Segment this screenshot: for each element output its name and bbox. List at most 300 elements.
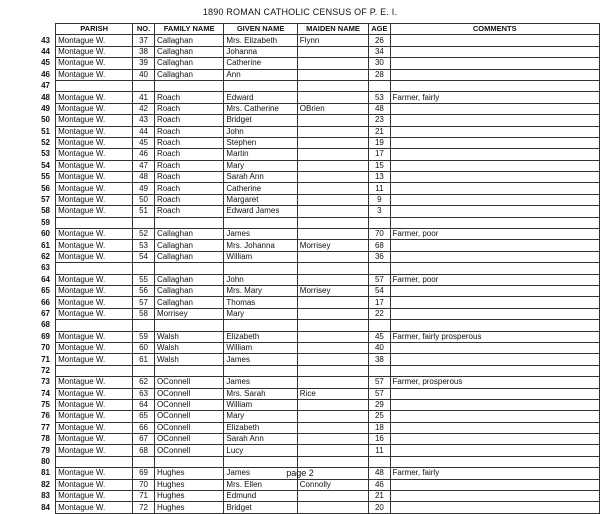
age-cell: 30 bbox=[369, 58, 390, 69]
comments-cell bbox=[390, 342, 599, 353]
given-name-cell: Sarah Ann bbox=[224, 434, 297, 445]
age-header: AGE bbox=[369, 24, 390, 35]
family-name-cell bbox=[154, 456, 223, 467]
number-cell: 49 bbox=[133, 183, 155, 194]
given-name-cell bbox=[224, 263, 297, 274]
comments-cell bbox=[390, 126, 599, 137]
table-row bbox=[36, 399, 600, 410]
line-number: 45 bbox=[41, 58, 50, 68]
maiden-name-cell bbox=[297, 297, 368, 308]
comments-cell bbox=[390, 399, 599, 410]
table-row bbox=[36, 434, 600, 445]
comments-cell: Farmer, poor bbox=[390, 229, 599, 240]
parish-cell: Montague W. bbox=[56, 388, 133, 399]
number-cell: 56 bbox=[133, 285, 155, 296]
table-row bbox=[36, 183, 600, 194]
number-cell: 41 bbox=[133, 92, 155, 103]
table-row bbox=[36, 445, 600, 456]
parish-cell: Montague W. bbox=[56, 445, 133, 456]
comments-cell bbox=[390, 308, 599, 319]
family-name-cell: OConnell bbox=[154, 377, 223, 388]
maiden-name-cell bbox=[297, 422, 368, 433]
number-cell bbox=[133, 365, 155, 376]
number-cell: 71 bbox=[133, 491, 155, 502]
table-row bbox=[36, 115, 600, 126]
table-row bbox=[36, 411, 600, 422]
number-cell: 53 bbox=[133, 240, 155, 251]
table-row bbox=[36, 194, 600, 205]
number-cell: 63 bbox=[133, 388, 155, 399]
line-number: 50 bbox=[41, 115, 50, 125]
maiden-name-cell bbox=[297, 445, 368, 456]
table-row bbox=[36, 274, 600, 285]
maiden-name-cell bbox=[297, 354, 368, 365]
family-name-cell bbox=[154, 263, 223, 274]
family-name-cell: OConnell bbox=[154, 399, 223, 410]
comments-cell bbox=[390, 365, 599, 376]
parish-cell: Montague W. bbox=[56, 308, 133, 319]
maiden-name-cell: Connolly bbox=[297, 479, 368, 490]
family-name-cell: Callaghan bbox=[154, 297, 223, 308]
number-cell: 54 bbox=[133, 251, 155, 262]
comments-cell bbox=[390, 183, 599, 194]
parish-cell: Montague W. bbox=[56, 297, 133, 308]
family-name-cell: Callaghan bbox=[154, 46, 223, 57]
age-cell: 9 bbox=[369, 194, 390, 205]
table-row bbox=[36, 149, 600, 160]
given-name-cell: Johanna bbox=[224, 46, 297, 57]
given-name-cell: Bridget bbox=[224, 115, 297, 126]
table-row bbox=[36, 251, 600, 262]
comments-cell: Farmer, poor bbox=[390, 274, 599, 285]
age-cell: 22 bbox=[369, 308, 390, 319]
table-row bbox=[36, 229, 600, 240]
line-number: 79 bbox=[41, 445, 50, 455]
maiden-name-cell bbox=[297, 115, 368, 126]
age-cell: 21 bbox=[369, 491, 390, 502]
parish-cell: Montague W. bbox=[56, 468, 133, 479]
given-name-cell: James bbox=[224, 229, 297, 240]
number-cell: 60 bbox=[133, 342, 155, 353]
given-name-cell: Mary bbox=[224, 411, 297, 422]
age-cell: 54 bbox=[369, 285, 390, 296]
given-name-cell: Catherine bbox=[224, 58, 297, 69]
given-name-cell: Mrs. Mary bbox=[224, 285, 297, 296]
family-name-cell: Roach bbox=[154, 183, 223, 194]
table-row bbox=[36, 206, 600, 217]
given-name-cell: Elizabeth bbox=[224, 422, 297, 433]
family-name-cell: OConnell bbox=[154, 388, 223, 399]
family-name-cell: Callaghan bbox=[154, 285, 223, 296]
comments-cell bbox=[390, 160, 599, 171]
age-cell: 34 bbox=[369, 46, 390, 57]
given-name-cell: Mary bbox=[224, 160, 297, 171]
maiden-name-cell: Morrisey bbox=[297, 285, 368, 296]
number-cell: 51 bbox=[133, 206, 155, 217]
number-cell: 38 bbox=[133, 46, 155, 57]
census-body bbox=[36, 35, 600, 513]
maiden-name-cell bbox=[297, 456, 368, 467]
maiden-name-cell bbox=[297, 183, 368, 194]
parish-cell: Montague W. bbox=[56, 411, 133, 422]
age-cell: 48 bbox=[369, 468, 390, 479]
family-name-cell: OConnell bbox=[154, 422, 223, 433]
number-cell bbox=[133, 217, 155, 228]
line-number: 51 bbox=[41, 126, 50, 136]
comments-cell bbox=[390, 297, 599, 308]
age-cell: 19 bbox=[369, 137, 390, 148]
maiden-name-cell: OBrien bbox=[297, 103, 368, 114]
line-number: 72 bbox=[41, 365, 50, 375]
given-name-cell: Sarah Ann bbox=[224, 172, 297, 183]
family-name-cell: Callaghan bbox=[154, 69, 223, 80]
comments-cell bbox=[390, 479, 599, 490]
age-cell: 48 bbox=[369, 103, 390, 114]
given-name-cell: Edward bbox=[224, 92, 297, 103]
family-name-cell: Callaghan bbox=[154, 274, 223, 285]
table-row bbox=[36, 297, 600, 308]
line-number: 48 bbox=[41, 92, 50, 102]
table-row bbox=[36, 491, 600, 502]
given-name-cell: James bbox=[224, 468, 297, 479]
comments-cell bbox=[390, 422, 599, 433]
parish-cell: Montague W. bbox=[56, 172, 133, 183]
line-number: 74 bbox=[41, 388, 50, 398]
line-number: 64 bbox=[41, 274, 50, 284]
maiden-name-cell bbox=[297, 399, 368, 410]
parish-cell: Montague W. bbox=[56, 479, 133, 490]
maiden-name-cell bbox=[297, 149, 368, 160]
given-name-cell: Margaret bbox=[224, 194, 297, 205]
parish-cell bbox=[56, 80, 133, 91]
age-cell bbox=[369, 456, 390, 467]
line-number: 77 bbox=[41, 422, 50, 432]
line-number: 53 bbox=[41, 149, 50, 159]
line-number: 68 bbox=[41, 320, 50, 330]
maiden-name-cell: Rice bbox=[297, 388, 368, 399]
comments-cell bbox=[390, 217, 599, 228]
maiden-name-cell bbox=[297, 263, 368, 274]
comments-cell bbox=[390, 285, 599, 296]
family-name-cell: Walsh bbox=[154, 342, 223, 353]
family-name-cell: OConnell bbox=[154, 411, 223, 422]
number-cell: 64 bbox=[133, 399, 155, 410]
maiden-name-cell bbox=[297, 274, 368, 285]
given-name-cell: John bbox=[224, 126, 297, 137]
table-row bbox=[36, 46, 600, 57]
family-name-cell: Walsh bbox=[154, 354, 223, 365]
number-cell: 66 bbox=[133, 422, 155, 433]
comments-cell bbox=[390, 456, 599, 467]
table-row bbox=[36, 365, 600, 376]
parish-cell: Montague W. bbox=[56, 354, 133, 365]
number-cell: 55 bbox=[133, 274, 155, 285]
age-cell: 16 bbox=[369, 434, 390, 445]
maiden-name-cell: Morrisey bbox=[297, 240, 368, 251]
line-number: 65 bbox=[41, 286, 50, 296]
table-row bbox=[36, 479, 600, 490]
parish-cell: Montague W. bbox=[56, 229, 133, 240]
maiden-name-header: MAIDEN NAME bbox=[297, 24, 368, 35]
family-name-cell bbox=[154, 217, 223, 228]
table-row bbox=[36, 422, 600, 433]
age-cell bbox=[369, 217, 390, 228]
given-name-cell bbox=[224, 365, 297, 376]
maiden-name-cell bbox=[297, 502, 368, 513]
number-cell: 65 bbox=[133, 411, 155, 422]
line-number: 55 bbox=[41, 172, 50, 182]
comments-cell bbox=[390, 58, 599, 69]
maiden-name-cell bbox=[297, 229, 368, 240]
parish-cell: Montague W. bbox=[56, 103, 133, 114]
parish-cell: Montague W. bbox=[56, 69, 133, 80]
given-name-cell: Edmund bbox=[224, 491, 297, 502]
family-name-cell: OConnell bbox=[154, 445, 223, 456]
table-row bbox=[36, 172, 600, 183]
age-cell: 70 bbox=[369, 229, 390, 240]
line-number: 58 bbox=[41, 206, 50, 216]
number-cell: 44 bbox=[133, 126, 155, 137]
number-cell: 61 bbox=[133, 354, 155, 365]
parish-cell: Montague W. bbox=[56, 377, 133, 388]
comments-cell bbox=[390, 434, 599, 445]
age-cell bbox=[369, 263, 390, 274]
number-cell: 69 bbox=[133, 468, 155, 479]
comments-cell bbox=[390, 194, 599, 205]
family-name-cell: Callaghan bbox=[154, 251, 223, 262]
parish-cell: Montague W. bbox=[56, 285, 133, 296]
age-cell bbox=[369, 80, 390, 91]
line-number: 82 bbox=[41, 479, 50, 489]
number-cell: 48 bbox=[133, 172, 155, 183]
given-name-cell: William bbox=[224, 342, 297, 353]
line-number: 52 bbox=[41, 138, 50, 148]
parish-cell bbox=[56, 217, 133, 228]
comments-cell bbox=[390, 103, 599, 114]
line-number: 67 bbox=[41, 308, 50, 318]
parish-cell: Montague W. bbox=[56, 46, 133, 57]
age-cell: 11 bbox=[369, 183, 390, 194]
age-cell: 3 bbox=[369, 206, 390, 217]
line-number: 61 bbox=[41, 240, 50, 250]
line-number: 69 bbox=[41, 331, 50, 341]
maiden-name-cell bbox=[297, 434, 368, 445]
age-cell: 29 bbox=[369, 399, 390, 410]
parish-cell: Montague W. bbox=[56, 206, 133, 217]
family-name-cell: Callaghan bbox=[154, 229, 223, 240]
family-name-cell: Hughes bbox=[154, 468, 223, 479]
document-title: 1890 ROMAN CATHOLIC CENSUS OF P. E. I. bbox=[202, 7, 398, 17]
age-cell: 57 bbox=[369, 388, 390, 399]
line-number: 44 bbox=[41, 46, 50, 56]
comments-cell bbox=[390, 80, 599, 91]
maiden-name-cell bbox=[297, 377, 368, 388]
family-name-cell: Roach bbox=[154, 92, 223, 103]
table-row bbox=[36, 103, 600, 114]
line-number: 71 bbox=[41, 354, 50, 364]
comments-cell bbox=[390, 502, 599, 513]
parish-cell: Montague W. bbox=[56, 342, 133, 353]
parish-cell: Montague W. bbox=[56, 137, 133, 148]
given-name-cell: Mrs. Catherine bbox=[224, 103, 297, 114]
table-row bbox=[36, 456, 600, 467]
age-cell: 11 bbox=[369, 445, 390, 456]
census-table bbox=[36, 23, 600, 514]
number-cell: 57 bbox=[133, 297, 155, 308]
table-row bbox=[36, 126, 600, 137]
age-cell: 15 bbox=[369, 160, 390, 171]
age-cell bbox=[369, 365, 390, 376]
parish-cell: Montague W. bbox=[56, 160, 133, 171]
given-name-cell: Mrs. Elizabeth bbox=[224, 35, 297, 46]
parish-cell: Montague W. bbox=[56, 502, 133, 513]
family-name-cell: Callaghan bbox=[154, 35, 223, 46]
family-name-cell: Roach bbox=[154, 206, 223, 217]
number-cell bbox=[133, 263, 155, 274]
maiden-name-cell bbox=[297, 411, 368, 422]
age-cell: 38 bbox=[369, 354, 390, 365]
given-name-cell: John bbox=[224, 274, 297, 285]
maiden-name-cell bbox=[297, 308, 368, 319]
age-cell: 40 bbox=[369, 342, 390, 353]
number-cell: 72 bbox=[133, 502, 155, 513]
parish-cell: Montague W. bbox=[56, 149, 133, 160]
given-name-cell: Bridget bbox=[224, 502, 297, 513]
family-name-cell: OConnell bbox=[154, 434, 223, 445]
comments-cell bbox=[390, 172, 599, 183]
comments-cell bbox=[390, 149, 599, 160]
comments-header: COMMENTS bbox=[390, 24, 599, 35]
comments-cell bbox=[390, 388, 599, 399]
table-row bbox=[36, 92, 600, 103]
comments-cell bbox=[390, 46, 599, 57]
number-cell: 68 bbox=[133, 445, 155, 456]
header-row bbox=[36, 24, 600, 35]
family-name-cell: Hughes bbox=[154, 479, 223, 490]
number-cell: 47 bbox=[133, 160, 155, 171]
comments-cell: Farmer, prosperous bbox=[390, 377, 599, 388]
age-cell: 57 bbox=[369, 274, 390, 285]
parish-cell: Montague W. bbox=[56, 35, 133, 46]
family-name-cell bbox=[154, 80, 223, 91]
maiden-name-cell bbox=[297, 217, 368, 228]
age-cell: 17 bbox=[369, 297, 390, 308]
comments-cell: Farmer, fairly bbox=[390, 92, 599, 103]
parish-cell: Montague W. bbox=[56, 183, 133, 194]
comments-cell bbox=[390, 263, 599, 274]
given-name-cell: Elizabeth bbox=[224, 331, 297, 342]
line-number: 47 bbox=[41, 81, 50, 91]
parish-cell bbox=[56, 365, 133, 376]
number-cell: 58 bbox=[133, 308, 155, 319]
maiden-name-cell bbox=[297, 365, 368, 376]
given-name-cell: William bbox=[224, 399, 297, 410]
line-number: 75 bbox=[41, 400, 50, 410]
comments-cell bbox=[390, 69, 599, 80]
given-name-cell: Martin bbox=[224, 149, 297, 160]
parish-cell bbox=[56, 320, 133, 331]
age-cell: 13 bbox=[369, 172, 390, 183]
given-name-cell: Mary bbox=[224, 308, 297, 319]
comments-cell bbox=[390, 411, 599, 422]
number-cell: 67 bbox=[133, 434, 155, 445]
parish-cell: Montague W. bbox=[56, 274, 133, 285]
comments-cell: Farmer, fairly bbox=[390, 468, 599, 479]
age-cell: 18 bbox=[369, 422, 390, 433]
table-row bbox=[36, 502, 600, 513]
given-name-cell bbox=[224, 456, 297, 467]
maiden-name-cell bbox=[297, 342, 368, 353]
comments-cell bbox=[390, 137, 599, 148]
family-name-cell: Morrisey bbox=[154, 308, 223, 319]
line-number: 63 bbox=[41, 263, 50, 273]
line-number: 43 bbox=[41, 35, 50, 45]
given-name-cell: Stephen bbox=[224, 137, 297, 148]
comments-cell bbox=[390, 251, 599, 262]
table-row bbox=[36, 58, 600, 69]
parish-cell: Montague W. bbox=[56, 92, 133, 103]
maiden-name-cell: Flynn bbox=[297, 35, 368, 46]
table-row bbox=[36, 137, 600, 148]
comments-cell: Farmer, fairly prosperous bbox=[390, 331, 599, 342]
table-row bbox=[36, 354, 600, 365]
number-cell: 50 bbox=[133, 194, 155, 205]
comments-cell bbox=[390, 206, 599, 217]
number-cell: 43 bbox=[133, 115, 155, 126]
given-name-cell: James bbox=[224, 377, 297, 388]
number-cell: 59 bbox=[133, 331, 155, 342]
parish-cell: Montague W. bbox=[56, 126, 133, 137]
maiden-name-cell bbox=[297, 160, 368, 171]
age-cell: 21 bbox=[369, 126, 390, 137]
given-name-cell: Mrs. Ellen bbox=[224, 479, 297, 490]
page-number: page 2 bbox=[286, 468, 314, 478]
given-name-cell: Lucy bbox=[224, 445, 297, 456]
family-name-cell: Hughes bbox=[154, 491, 223, 502]
parish-header: PARISH bbox=[56, 24, 133, 35]
comments-cell bbox=[390, 240, 599, 251]
parish-cell: Montague W. bbox=[56, 399, 133, 410]
family-name-cell: Roach bbox=[154, 160, 223, 171]
age-cell: 26 bbox=[369, 35, 390, 46]
maiden-name-cell bbox=[297, 194, 368, 205]
maiden-name-cell bbox=[297, 251, 368, 262]
age-cell: 68 bbox=[369, 240, 390, 251]
given-name-cell bbox=[224, 80, 297, 91]
line-number: 66 bbox=[41, 297, 50, 307]
table-row bbox=[36, 263, 600, 274]
age-cell: 25 bbox=[369, 411, 390, 422]
comments-cell bbox=[390, 354, 599, 365]
line-number: 49 bbox=[41, 103, 50, 113]
family-name-cell: Hughes bbox=[154, 502, 223, 513]
number-cell bbox=[133, 456, 155, 467]
family-name-cell: Callaghan bbox=[154, 58, 223, 69]
maiden-name-cell bbox=[297, 172, 368, 183]
maiden-name-cell bbox=[297, 137, 368, 148]
line-number: 80 bbox=[41, 457, 50, 467]
age-cell: 45 bbox=[369, 331, 390, 342]
parish-cell: Montague W. bbox=[56, 434, 133, 445]
parish-cell bbox=[56, 456, 133, 467]
number-cell bbox=[133, 80, 155, 91]
family-name-cell: Roach bbox=[154, 115, 223, 126]
maiden-name-cell bbox=[297, 320, 368, 331]
family-name-cell: Roach bbox=[154, 137, 223, 148]
table-row bbox=[36, 80, 600, 91]
table-row bbox=[36, 377, 600, 388]
given-name-cell bbox=[224, 217, 297, 228]
